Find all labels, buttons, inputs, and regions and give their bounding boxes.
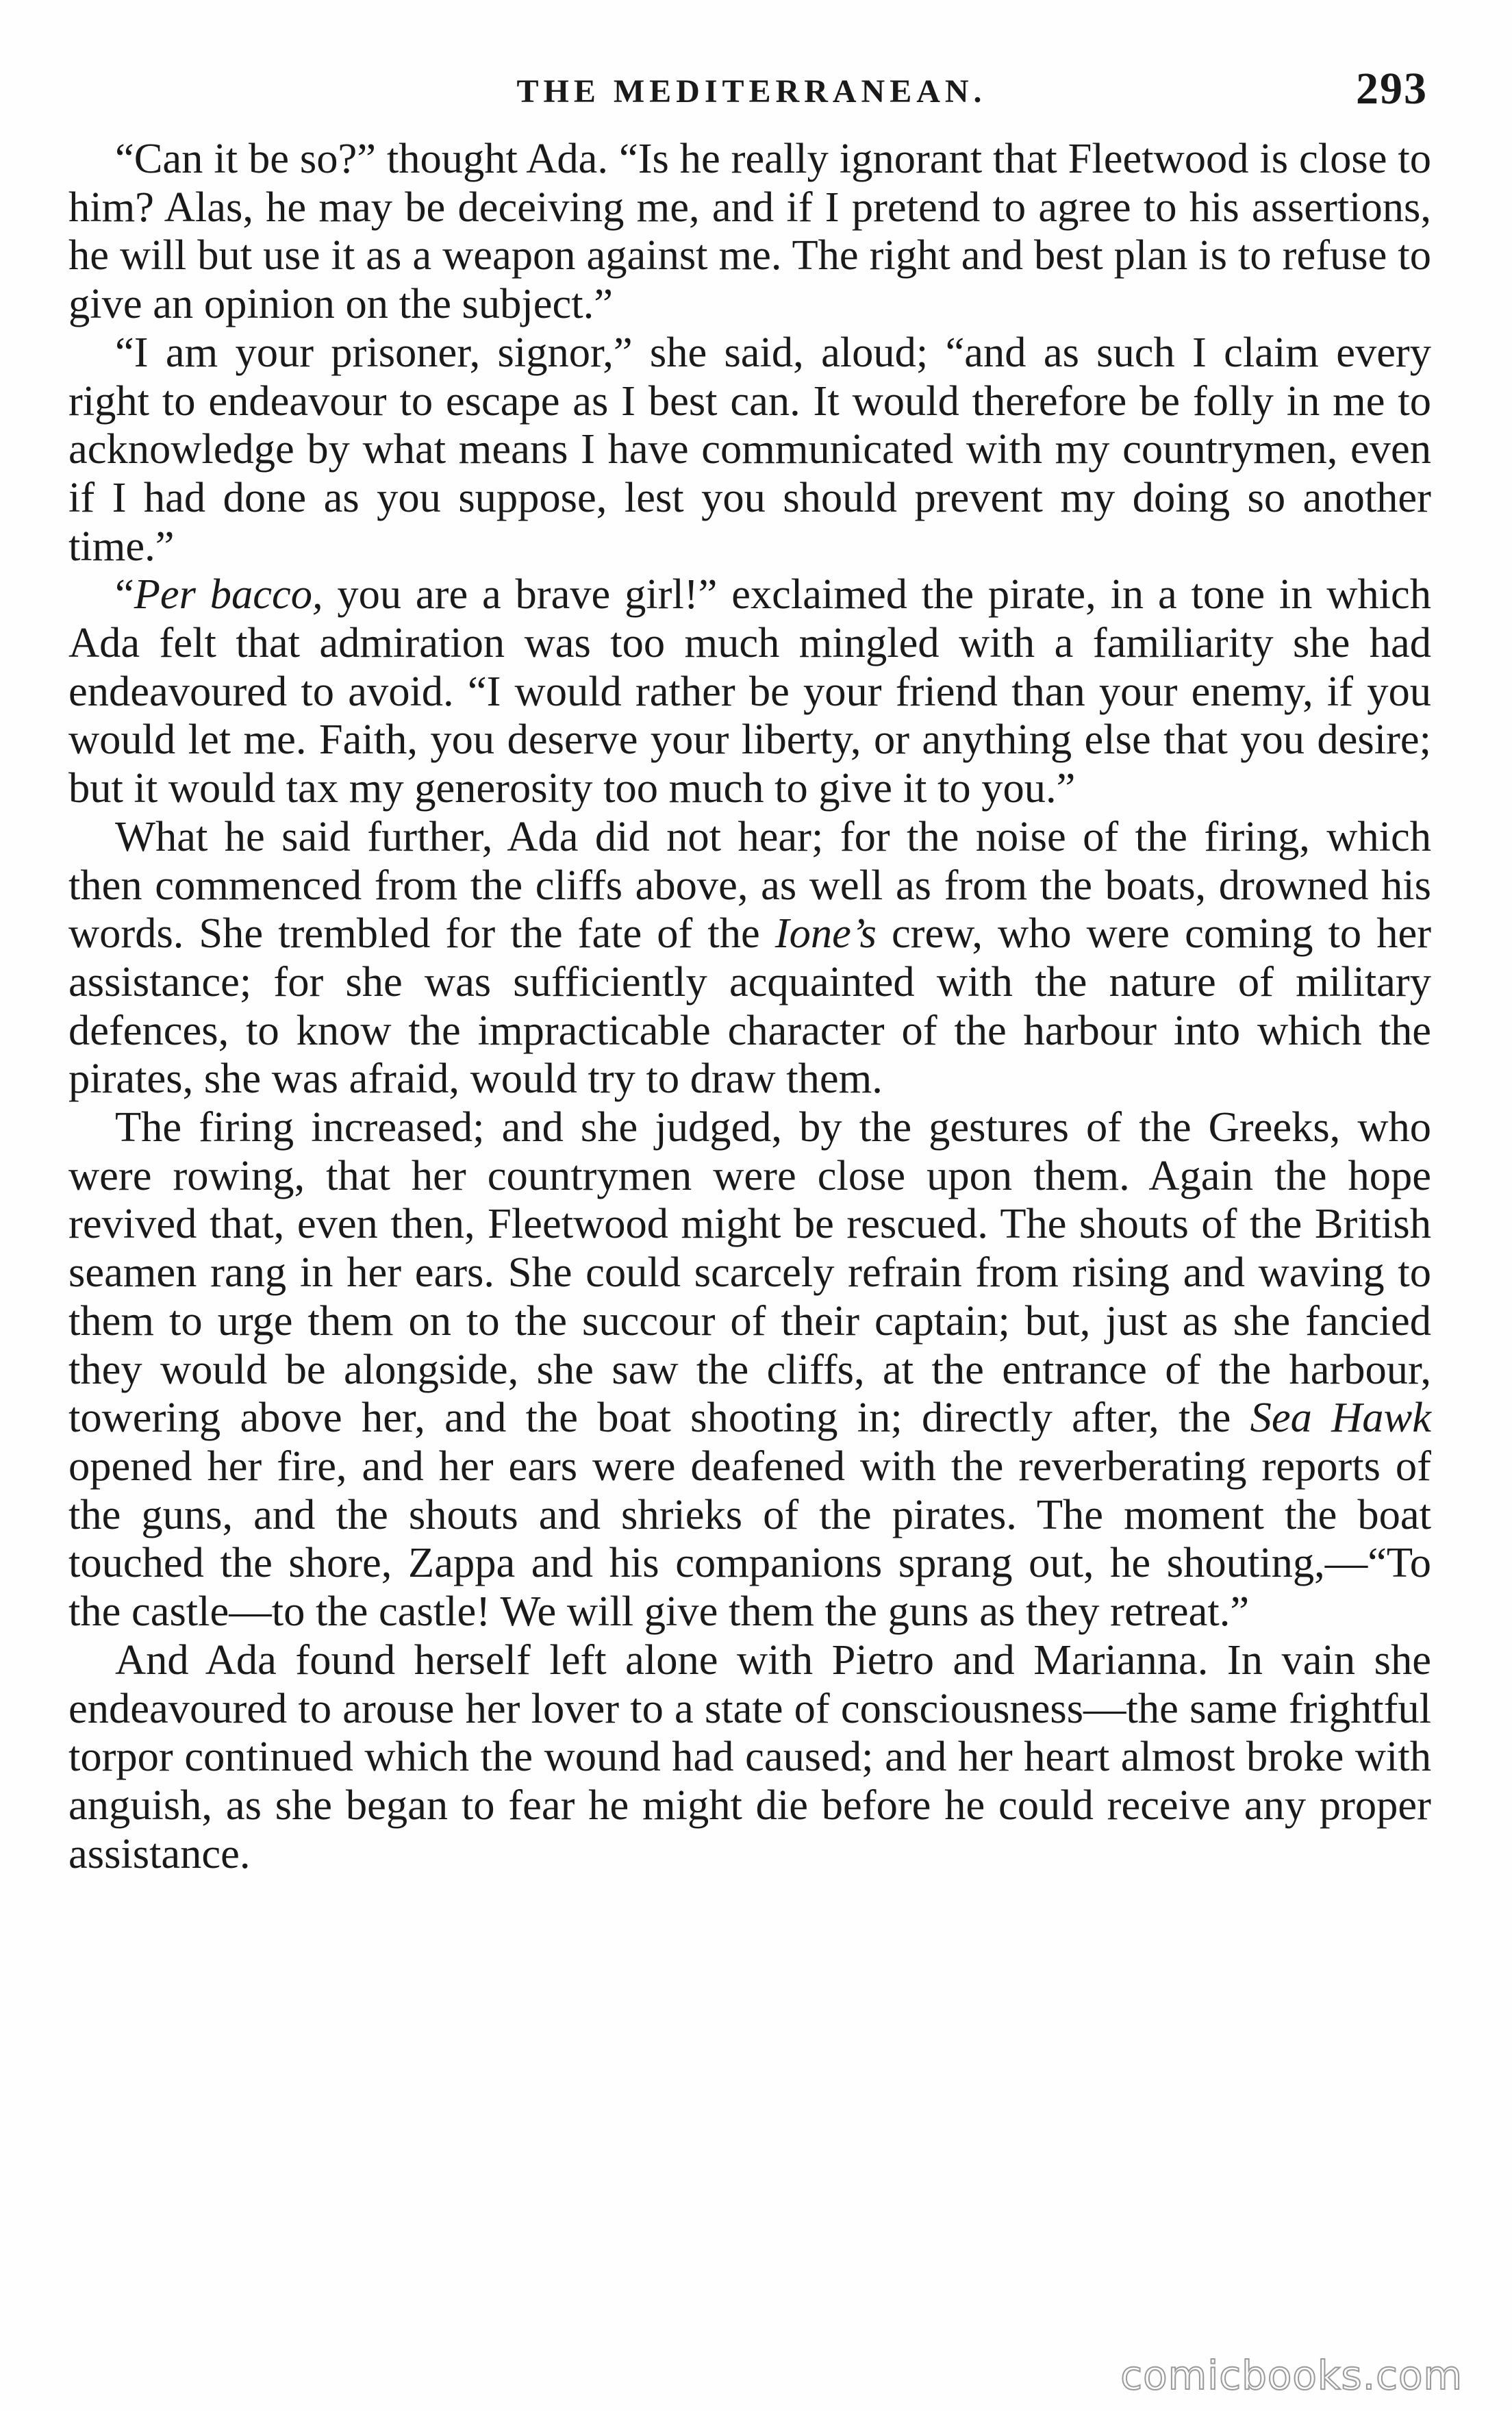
watermark: comicbooks.com: [1120, 2352, 1463, 2399]
paragraph: [68, 134, 1431, 328]
body-text: [68, 134, 1431, 1877]
running-head: [75, 63, 1428, 125]
italic-phrase: Per bacco,: [134, 570, 323, 619]
text-segment: The firing increased; and she judged, by the gestures of the Greeks, who were rowing, that her countrymen were close upon them. Again the hope revived that, even then, Fleetwood might be rescued. The shouts of the British seamen rang in her ears. She could scarcely refrain from rising and waving to them to urge them on to the succour of their captain; but, just as she fancied they would be alongside, she saw the cliffs, at the entrance of the harbour, towering above her, and the boat shooting in; directly after, the: [68, 1103, 1431, 1442]
text-segment: “Can it be so?” thought Ada. “Is he really ignorant that Fleetwood is close to him? Alas, he may be deceiving me, and if I pretend to agree to his assertions, he will but use it as a weapon against me. The right and best plan is to refuse to give an opinion on the subject.”: [68, 134, 1431, 328]
italic-ship-name: Sea Hawk: [1250, 1393, 1431, 1442]
text-segment: “: [115, 570, 134, 619]
italic-ship-name: Ione’s: [774, 909, 877, 958]
text-segment: And Ada found herself left alone with Pietro and Marianna. In vain she endeavoured to arouse her lover to a state of consciousness—the same frightful torpor continued which the wound had caused; and her heart almost broke with anguish, as she began to fear he might die before he could receive any proper assistance.: [68, 1635, 1431, 1877]
page-number: 293: [1356, 64, 1428, 114]
paragraph: [68, 570, 1431, 812]
text-segment: crew, who were coming to her assistance; for she was sufficiently acquainted with the nature of military defences, to know the impracticable character of the harbour into which the pirates, she was afraid, would try to draw them.: [68, 909, 1432, 1103]
text-segment: opened her fire, and her ears were deafened with the reverberating reports of the guns, and the shouts and shrieks of the pirates. The moment the boat touched the shore, Zappa and his companions sprang out, he shouting,—“To the castle—to the castle! We will give them the guns as they retreat.”: [68, 1441, 1431, 1636]
paragraph: [68, 1636, 1431, 1878]
paragraph: [68, 812, 1431, 1103]
running-title: THE MEDITERRANEAN.: [516, 73, 987, 110]
text-segment: “I am your prisoner, signor,” she said, aloud; “and as such I claim every right to endeavour to escape as I best can. It would therefore be folly in me to acknowledge by what means I have communicated with my countrymen, even if I had done as you suppose, lest you should prevent my doing so another time.”: [68, 327, 1431, 570]
paragraph: [68, 328, 1431, 571]
text-segment: you are a brave girl!” exclaimed the pirate, in a tone in which Ada felt that admiration was too much mingled with a familiarity she had endeavoured to avoid. “I would rather be your friend than your enemy, if you would let me. Faith, you deserve your liberty, or anything else that you desire; but it would tax my generosity too much to give it to you.”: [68, 570, 1431, 812]
paragraph: [68, 1103, 1431, 1636]
text-segment: What he said further, Ada did not hear; for the noise of the firing, which then commenced from the cliffs above, as well as from the boats, drowned his words. She trembled for the fate of the: [68, 812, 1431, 958]
